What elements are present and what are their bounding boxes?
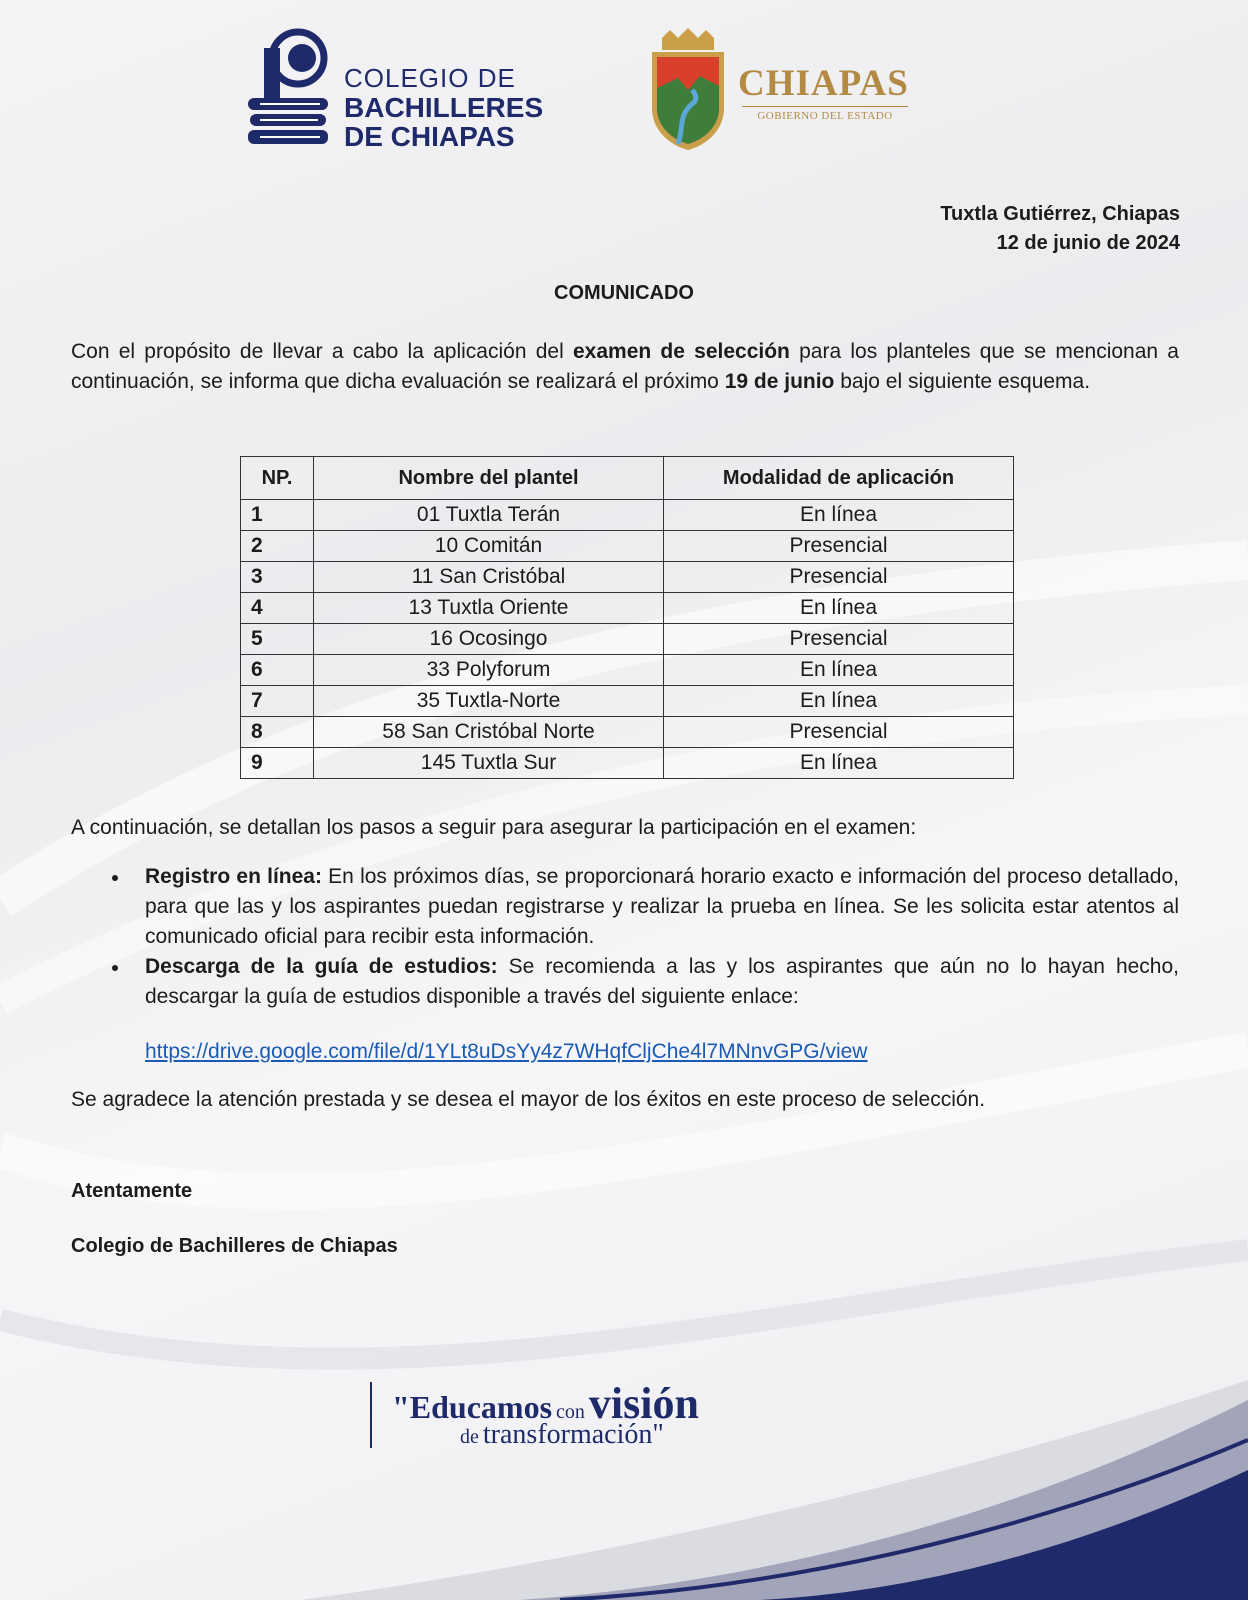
cell-mode: En línea: [664, 686, 1014, 717]
cell-school-name: 145 Tuxtla Sur: [314, 748, 664, 779]
date: 12 de junio de 2024: [996, 232, 1180, 254]
intro-bold-date: 19 de junio: [724, 370, 835, 393]
cell-school-name: 13 Tuxtla Oriente: [314, 593, 664, 624]
cell-school-name: 01 Tuxtla Terán: [314, 500, 664, 531]
header-np: NP.: [241, 457, 314, 500]
cell-np: 5: [241, 624, 314, 655]
cell-mode: Presencial: [664, 531, 1014, 562]
cobach-emblem-icon: [246, 26, 338, 152]
signature: Colegio de Bachilleres de Chiapas: [71, 1235, 398, 1257]
slogan-line-2: de transformación": [460, 1419, 664, 1450]
table-row: [241, 593, 1014, 624]
table-row: [241, 717, 1014, 748]
list-item-text: En los próximos días, se proporcionará horario exacto e información del proceso detallado, para que las y los aspirantes puedan registrarse y realizar la prueba en línea. Se les solicita estar atentos al comunicado oficial para recibir esta información.: [145, 865, 1180, 948]
bullet-icon: [112, 875, 118, 881]
cell-school-name: 58 San Cristóbal Norte: [314, 717, 664, 748]
chiapas-coat-of-arms-icon: [648, 28, 728, 152]
intro-bold-exam: examen de selección: [572, 340, 790, 363]
closing: Atentamente: [71, 1180, 193, 1202]
table-row: [241, 655, 1014, 686]
cell-school-name: 11 San Cristóbal: [314, 562, 664, 593]
steps-intro: A continuación, se detallan los pasos a seguir para asegurar la participación en el examen:: [71, 816, 917, 839]
cell-mode: Presencial: [664, 624, 1014, 655]
intro-text-1: Con el propósito de llevar a cabo la aplicación del: [71, 340, 573, 363]
slogan: [370, 1378, 800, 1458]
chiapas-government-logo: [648, 28, 918, 152]
cell-school-name: 35 Tuxtla-Norte: [314, 686, 664, 717]
chiapas-subtitle: GOBIERNO DEL ESTADO: [742, 106, 908, 122]
bullet-icon: [112, 965, 118, 971]
slogan-divider: [370, 1382, 372, 1448]
intro-text-3: bajo el siguiente esquema.: [834, 370, 1091, 393]
header-mode: Modalidad de aplicación: [664, 457, 1014, 500]
list-item-title: Descarga de la guía de estudios:: [145, 955, 498, 978]
table-row: [241, 624, 1014, 655]
cell-np: 4: [241, 593, 314, 624]
cell-school-name: 33 Polyforum: [314, 655, 664, 686]
list-item-title: Registro en línea:: [145, 865, 322, 888]
cobach-logo: [246, 26, 546, 156]
schools-table: [240, 456, 1014, 779]
list-item: [108, 862, 1179, 952]
table-row: [241, 686, 1014, 717]
cell-mode: Presencial: [664, 717, 1014, 748]
intro-paragraph: [71, 337, 1179, 397]
document-title: COMUNICADO: [554, 282, 694, 304]
place: Tuxtla Gutiérrez, Chiapas: [940, 203, 1180, 225]
chiapas-wordmark: CHIAPAS: [738, 63, 909, 104]
cell-mode: En línea: [664, 593, 1014, 624]
table-row: [241, 531, 1014, 562]
cell-mode: En línea: [664, 500, 1014, 531]
slogan-line-1: "Educamos con visión: [392, 1379, 699, 1428]
table-row: [241, 562, 1014, 593]
list-item-text: Se recomienda a las y los aspirantes que aún no lo hayan hecho, descargar la guía de estudios disponible a través del siguiente enlace:: [145, 955, 1179, 1008]
list-item: [108, 952, 1179, 1012]
cell-np: 2: [241, 531, 314, 562]
cell-mode: En línea: [664, 655, 1014, 686]
cell-np: 3: [241, 562, 314, 593]
cell-np: 9: [241, 748, 314, 779]
cell-np: 1: [241, 500, 314, 531]
table-header-row: [241, 457, 1014, 500]
thanks-paragraph: Se agradece la atención prestada y se desea el mayor de los éxitos en este proceso de selección.: [71, 1088, 986, 1111]
cell-np: 8: [241, 717, 314, 748]
steps-list: [108, 862, 1179, 1012]
cell-mode: Presencial: [664, 562, 1014, 593]
cell-mode: En línea: [664, 748, 1014, 779]
cell-school-name: 16 Ocosingo: [314, 624, 664, 655]
place-and-date: [940, 200, 1180, 258]
study-guide-link[interactable]: https://drive.google.com/file/d/1YLt8uDsYy4z7WHqfCljChe4l7MNnvGPG/view: [145, 1040, 868, 1063]
table-row: [241, 748, 1014, 779]
table-row: [241, 500, 1014, 531]
cell-np: 6: [241, 655, 314, 686]
cell-np: 7: [241, 686, 314, 717]
header-school-name: Nombre del plantel: [314, 457, 664, 500]
intro-text-2: para los planteles que se mencionan a continuación, se informa que dicha evaluación se realizará el próximo: [71, 340, 1179, 393]
cobach-wordmark: COLEGIO DE BACHILLERES DE CHIAPAS: [344, 63, 544, 152]
cell-school-name: 10 Comitán: [314, 531, 664, 562]
